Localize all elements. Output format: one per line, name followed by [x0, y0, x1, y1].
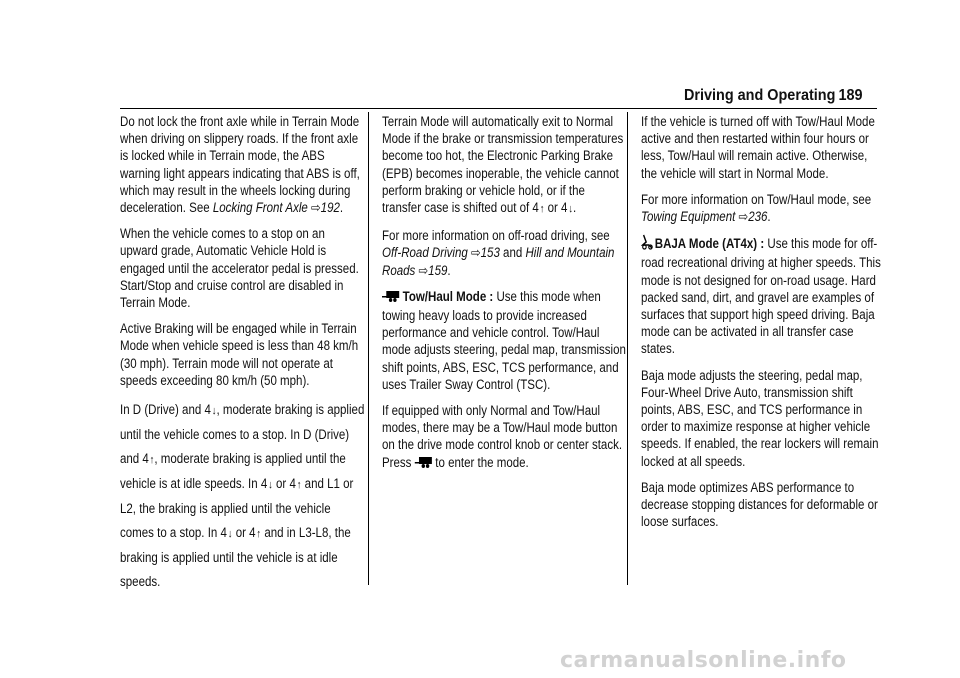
- header-rule: [120, 108, 877, 109]
- page-header: [684, 84, 863, 108]
- arrow-up-icon: ↑: [539, 203, 545, 216]
- page-reference[interactable]: 236: [748, 209, 768, 225]
- arrow-up-icon: ↑: [256, 528, 262, 541]
- page-ref-arrow-icon: ⇨: [311, 200, 321, 216]
- page-reference[interactable]: 159: [428, 262, 448, 278]
- paragraph: Baja mode optimizes ABS performance to decrease stopping distances for deformable or loose surfaces.: [641, 479, 878, 530]
- column-divider: [368, 112, 369, 585]
- tow-haul-truck-icon: [382, 290, 401, 307]
- page-ref-arrow-icon: ⇨: [470, 245, 481, 261]
- arrow-down-icon: ↓: [227, 528, 233, 541]
- paragraph: Terrain Mode will automatically exit to Normal Mode if the brake or transmission temperatures become too hot, the Electronic Parking Brake (EPB) becomes inoperable, the vehicle cannot perform braking or vehicle hold, or if the transfer case is shifted out of 4↑ or 4↓.: [382, 114, 624, 216]
- paragraph: In D (Drive) and 4↓, moderate braking is applied until the vehicle comes to a stop. In D (Drive) and 4↑, moderate braking is applied until the vehicle is at idle speeds. In 4↓ or 4↑ and L1 or L2, the braking is applied until the vehicle comes to a stop. In 4↓ or 4↑ and in L3-L8, the braking is applied until the vehicle is at idle speeds.: [120, 402, 365, 590]
- column-2: [382, 113, 627, 482]
- paragraph: For more information on Tow/Haul mode, see Towing Equipment ⇨236.: [641, 191, 872, 225]
- cross-reference-link[interactable]: Locking Front Axle: [212, 200, 308, 216]
- paragraph: When the vehicle comes to a stop on an upward grade, Automatic Vehicle Hold is engaged until the accelerator pedal is pressed. Start/Stop and cruise control are disabled in Terrain Mode.: [120, 226, 359, 311]
- arrow-up-icon: ↑: [296, 479, 302, 492]
- cross-reference-link[interactable]: Towing Equipment: [641, 209, 736, 225]
- arrow-down-icon: ↓: [211, 405, 217, 418]
- column-3: [641, 113, 886, 539]
- arrow-down-icon: ↓: [568, 203, 574, 216]
- column-1: [120, 113, 365, 603]
- section-title: Driving and Operating: [684, 87, 836, 104]
- paragraph: If the vehicle is turned off with Tow/Haul Mode active and then restarted within four hours or less, Tow/Haul will remain active. Otherwise, the vehicle will start in Normal Mode.: [641, 114, 875, 181]
- cross-reference-link[interactable]: Hill and Mountain Roads: [382, 245, 615, 278]
- paragraph: Tow/Haul Mode : Use this mode when towing heavy loads to provide increased performance and vehicle control. Tow/Haul mode adjusts steering, pedal map, transmission shift points, ABS, ESC, TCS performance, and uses Trailer Sway Control (TSC).: [382, 288, 626, 392]
- page-ref-arrow-icon: ⇨: [418, 262, 429, 278]
- paragraph: Do not lock the front axle while in Terrain Mode when driving on slippery roads. If the front axle is locked while in Terrain mode, the ABS warning light appears indicating that ABS is off, which may result in the wheels locking during deceleration. See Locking Front Axle ⇨192.: [120, 114, 360, 216]
- page-ref-arrow-icon: ⇨: [738, 209, 749, 225]
- baja-mode-icon: [641, 234, 653, 254]
- column-divider: [627, 112, 628, 585]
- arrow-down-icon: ↓: [268, 479, 273, 492]
- arrow-up-icon: ↑: [149, 454, 155, 467]
- page-reference[interactable]: 192: [320, 200, 340, 216]
- watermark: carmanualsonline.info: [560, 648, 847, 673]
- page-number: 189: [838, 87, 863, 104]
- tow-haul-truck-icon: [415, 456, 434, 473]
- paragraph: Active Braking will be engaged while in Terrain Mode when vehicle speed is less than 48 km/h (30 mph). Terrain mode will not operate at speeds exceeding 80 km/h (50 mph).: [120, 321, 359, 388]
- paragraph: If equipped with only Normal and Tow/Haul modes, there may be a Tow/Haul mode button on the drive mode control knob or center stack. Press to enter the mode.: [382, 402, 627, 473]
- paragraph: BAJA Mode (AT4x) : Use this mode for off-road recreational driving at higher speeds. This mode is not designed for on-road usage. Hard packed sand, dirt, and gravel are examples of surfaces that support high speed driving. Baja mode can be activated in all transfer case states.: [641, 236, 881, 357]
- mode-title: BAJA Mode (AT4x) :: [654, 236, 765, 252]
- cross-reference-link[interactable]: Off-Road Driving: [382, 245, 468, 261]
- page-reference[interactable]: 153: [480, 245, 500, 261]
- paragraph: Baja mode adjusts the steering, pedal map, Four-Wheel Drive Auto, transmission shift points, ABS, ESC, and TCS performance in order to maximize response at higher vehicle speeds. If enabled, the rear lockers will remain locked at all speeds.: [641, 367, 879, 469]
- paragraph: For more information on off-road driving, see Off-Road Driving ⇨153 and Hill and Mountain Roads ⇨159.: [382, 228, 615, 278]
- mode-title: Tow/Haul Mode :: [402, 288, 494, 304]
